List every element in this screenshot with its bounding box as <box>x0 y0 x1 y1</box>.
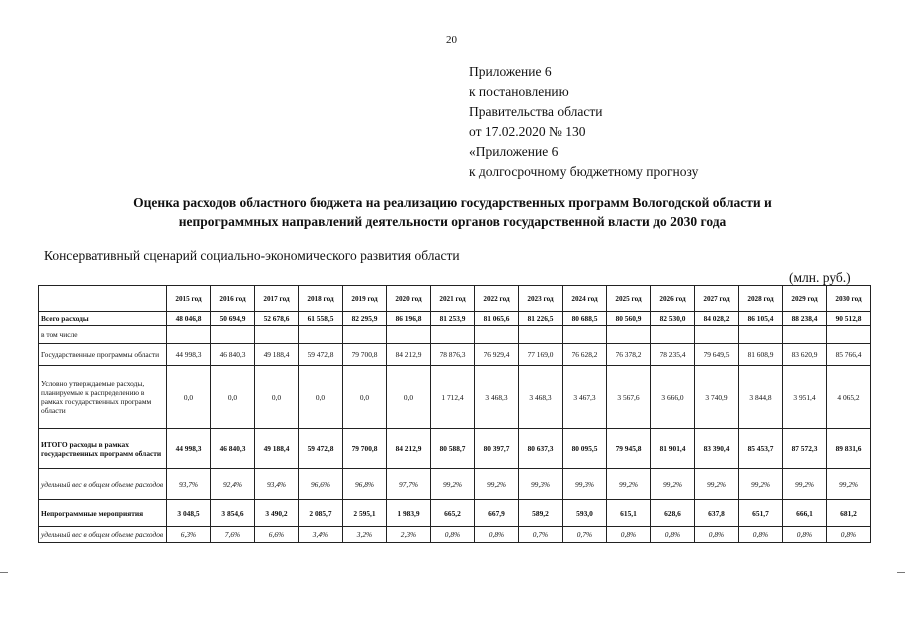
value-cell <box>739 326 783 344</box>
value-cell: 637,8 <box>695 500 739 527</box>
header-cell-2023: 2023 год <box>519 286 563 312</box>
value-cell: 83 620,9 <box>783 344 827 366</box>
value-cell: 7,6% <box>211 527 255 543</box>
page-number: 20 <box>446 34 457 46</box>
row-label: Условно утверждаемые расходы, планируемые к распределению в рамках государственных программ области <box>39 366 167 429</box>
value-cell: 99,2% <box>607 469 651 500</box>
value-cell: 76 378,2 <box>607 344 651 366</box>
appendix-line: от 17.02.2020 № 130 <box>469 124 586 139</box>
row-label: Всего расходы <box>39 312 167 326</box>
header-cell-empty <box>39 286 167 312</box>
row-total-programs <box>39 429 871 469</box>
value-cell: 0,0 <box>211 366 255 429</box>
value-cell: 665,2 <box>431 500 475 527</box>
value-cell: 84 212,9 <box>387 344 431 366</box>
value-cell: 1 983,9 <box>387 500 431 527</box>
header-cell-2018: 2018 год <box>299 286 343 312</box>
value-cell: 589,2 <box>519 500 563 527</box>
value-cell: 99,2% <box>827 469 871 500</box>
value-cell: 0,0 <box>299 366 343 429</box>
value-cell: 667,9 <box>475 500 519 527</box>
value-cell: 3 740,9 <box>695 366 739 429</box>
value-cell: 0,8% <box>783 527 827 543</box>
value-cell <box>563 326 607 344</box>
value-cell: 0,8% <box>431 527 475 543</box>
header-cell-2030: 2030 год <box>827 286 871 312</box>
row-label: удельный вес в общем объеме расходов <box>39 469 167 500</box>
value-cell: 615,1 <box>607 500 651 527</box>
row-state-programs <box>39 344 871 366</box>
value-cell: 6,3% <box>167 527 211 543</box>
units-label: (млн. руб.) <box>789 270 851 285</box>
appendix-line: Приложение 6 <box>469 64 552 79</box>
value-cell: 628,6 <box>651 500 695 527</box>
value-cell: 80 560,9 <box>607 312 651 326</box>
value-cell: 3 467,3 <box>563 366 607 429</box>
value-cell: 81 901,4 <box>651 429 695 469</box>
value-cell: 46 840,3 <box>211 429 255 469</box>
value-cell: 81 226,5 <box>519 312 563 326</box>
row-programs-share <box>39 469 871 500</box>
scenario-heading: Консервативный сценарий социально-экономического развития области <box>44 248 460 263</box>
value-cell: 99,2% <box>739 469 783 500</box>
value-cell: 44 998,3 <box>167 429 211 469</box>
value-cell: 81 253,9 <box>431 312 475 326</box>
value-cell: 3 490,2 <box>255 500 299 527</box>
row-non-program <box>39 500 871 527</box>
value-cell: 49 188,4 <box>255 429 299 469</box>
value-cell: 93,7% <box>167 469 211 500</box>
appendix-line: Правительства области <box>469 104 603 119</box>
value-cell: 0,7% <box>563 527 607 543</box>
value-cell: 651,7 <box>739 500 783 527</box>
value-cell: 88 238,4 <box>783 312 827 326</box>
value-cell: 93,4% <box>255 469 299 500</box>
header-cell-2026: 2026 год <box>651 286 695 312</box>
row-label: в том числе <box>39 326 167 344</box>
value-cell: 0,8% <box>475 527 519 543</box>
header-cell-2015: 2015 год <box>167 286 211 312</box>
value-cell: 82 295,9 <box>343 312 387 326</box>
appendix-line: «Приложение 6 <box>469 144 559 159</box>
value-cell: 78 235,4 <box>651 344 695 366</box>
value-cell: 79 945,8 <box>607 429 651 469</box>
value-cell: 99,3% <box>563 469 607 500</box>
value-cell: 84 028,2 <box>695 312 739 326</box>
value-cell: 0,8% <box>739 527 783 543</box>
value-cell <box>519 326 563 344</box>
value-cell: 49 188,4 <box>255 344 299 366</box>
appendix-line: к долгосрочному бюджетному прогнозу <box>469 164 699 179</box>
value-cell: 3,4% <box>299 527 343 543</box>
value-cell: 81 608,9 <box>739 344 783 366</box>
header-cell-2028: 2028 год <box>739 286 783 312</box>
value-cell <box>475 326 519 344</box>
header-cell-2022: 2022 год <box>475 286 519 312</box>
value-cell: 96,8% <box>343 469 387 500</box>
header-cell-2019: 2019 год <box>343 286 387 312</box>
value-cell: 99,2% <box>475 469 519 500</box>
value-cell: 96,6% <box>299 469 343 500</box>
row-total-expenses <box>39 312 871 326</box>
value-cell <box>431 326 475 344</box>
value-cell: 80 095,5 <box>563 429 607 469</box>
title-line: непрограммных направлений деятельности органов государственной власти до 2030 года <box>178 214 727 229</box>
value-cell: 61 558,5 <box>299 312 343 326</box>
value-cell <box>827 326 871 344</box>
value-cell: 84 212,9 <box>387 429 431 469</box>
value-cell: 4 065,2 <box>827 366 871 429</box>
value-cell: 99,2% <box>431 469 475 500</box>
title-line: Оценка расходов областного бюджета на реализацию государственных программ Вологодской области и <box>133 195 772 210</box>
value-cell: 80 397,7 <box>475 429 519 469</box>
appendix-reference <box>469 62 698 182</box>
value-cell: 99,2% <box>695 469 739 500</box>
value-cell <box>255 326 299 344</box>
value-cell: 1 712,4 <box>431 366 475 429</box>
value-cell: 81 065,6 <box>475 312 519 326</box>
value-cell: 99,2% <box>783 469 827 500</box>
header-cell-2027: 2027 год <box>695 286 739 312</box>
value-cell: 0,8% <box>695 527 739 543</box>
value-cell: 2 595,1 <box>343 500 387 527</box>
header-cell-2016: 2016 год <box>211 286 255 312</box>
value-cell: 78 876,3 <box>431 344 475 366</box>
header-cell-2025: 2025 год <box>607 286 651 312</box>
value-cell: 80 588,7 <box>431 429 475 469</box>
header-cell-2020: 2020 год <box>387 286 431 312</box>
value-cell: 59 472,8 <box>299 344 343 366</box>
value-cell: 44 998,3 <box>167 344 211 366</box>
value-cell: 48 046,8 <box>167 312 211 326</box>
budget-table <box>38 285 871 543</box>
row-conditional-expenses <box>39 366 871 429</box>
appendix-line: к постановлению <box>469 84 569 99</box>
value-cell: 97,7% <box>387 469 431 500</box>
row-label: Непрограммные мероприятия <box>39 500 167 527</box>
value-cell: 83 390,4 <box>695 429 739 469</box>
value-cell: 85 766,4 <box>827 344 871 366</box>
value-cell: 3 468,3 <box>475 366 519 429</box>
row-label: ИТОГО расходы в рамках государственных программ области <box>39 429 167 469</box>
table-header-row <box>39 286 871 312</box>
value-cell: 0,0 <box>387 366 431 429</box>
value-cell <box>695 326 739 344</box>
value-cell: 681,2 <box>827 500 871 527</box>
value-cell: 666,1 <box>783 500 827 527</box>
value-cell: 46 840,3 <box>211 344 255 366</box>
value-cell: 3 567,6 <box>607 366 651 429</box>
value-cell: 86 105,4 <box>739 312 783 326</box>
value-cell: 0,0 <box>255 366 299 429</box>
row-non-program-share <box>39 527 871 543</box>
value-cell: 3,2% <box>343 527 387 543</box>
row-label: Государственные программы области <box>39 344 167 366</box>
value-cell <box>299 326 343 344</box>
header-cell-2029: 2029 год <box>783 286 827 312</box>
value-cell: 0,0 <box>167 366 211 429</box>
value-cell: 0,0 <box>343 366 387 429</box>
header-cell-2024: 2024 год <box>563 286 607 312</box>
value-cell: 0,8% <box>827 527 871 543</box>
value-cell: 99,3% <box>519 469 563 500</box>
value-cell: 2 085,7 <box>299 500 343 527</box>
value-cell: 59 472,8 <box>299 429 343 469</box>
value-cell: 89 831,6 <box>827 429 871 469</box>
page-edge-mark <box>897 572 905 573</box>
value-cell: 79 649,5 <box>695 344 739 366</box>
value-cell: 76 929,4 <box>475 344 519 366</box>
value-cell: 3 951,4 <box>783 366 827 429</box>
value-cell: 3 666,0 <box>651 366 695 429</box>
value-cell: 76 628,2 <box>563 344 607 366</box>
header-cell-2017: 2017 год <box>255 286 299 312</box>
row-label: удельный вес в общем объеме расходов <box>39 527 167 543</box>
value-cell: 0,8% <box>607 527 651 543</box>
value-cell: 0,8% <box>651 527 695 543</box>
value-cell <box>607 326 651 344</box>
value-cell <box>211 326 255 344</box>
value-cell: 85 453,7 <box>739 429 783 469</box>
value-cell: 80 688,5 <box>563 312 607 326</box>
value-cell: 50 694,9 <box>211 312 255 326</box>
value-cell: 3 854,6 <box>211 500 255 527</box>
value-cell: 99,2% <box>651 469 695 500</box>
value-cell <box>783 326 827 344</box>
value-cell: 52 678,6 <box>255 312 299 326</box>
value-cell: 77 169,0 <box>519 344 563 366</box>
value-cell: 90 512,8 <box>827 312 871 326</box>
value-cell: 593,0 <box>563 500 607 527</box>
table-body <box>39 312 871 543</box>
value-cell: 0,7% <box>519 527 563 543</box>
value-cell: 3 844,8 <box>739 366 783 429</box>
value-cell: 3 468,3 <box>519 366 563 429</box>
value-cell: 6,6% <box>255 527 299 543</box>
value-cell: 2,3% <box>387 527 431 543</box>
value-cell <box>651 326 695 344</box>
row-including <box>39 326 871 344</box>
value-cell <box>343 326 387 344</box>
value-cell: 87 572,3 <box>783 429 827 469</box>
value-cell: 86 196,8 <box>387 312 431 326</box>
value-cell <box>387 326 431 344</box>
value-cell: 80 637,3 <box>519 429 563 469</box>
value-cell: 82 530,0 <box>651 312 695 326</box>
value-cell: 79 700,8 <box>343 344 387 366</box>
value-cell: 3 048,5 <box>167 500 211 527</box>
value-cell: 79 700,8 <box>343 429 387 469</box>
page-edge-mark <box>0 572 8 573</box>
header-cell-2021: 2021 год <box>431 286 475 312</box>
value-cell <box>167 326 211 344</box>
document-title <box>40 193 865 231</box>
value-cell: 92,4% <box>211 469 255 500</box>
